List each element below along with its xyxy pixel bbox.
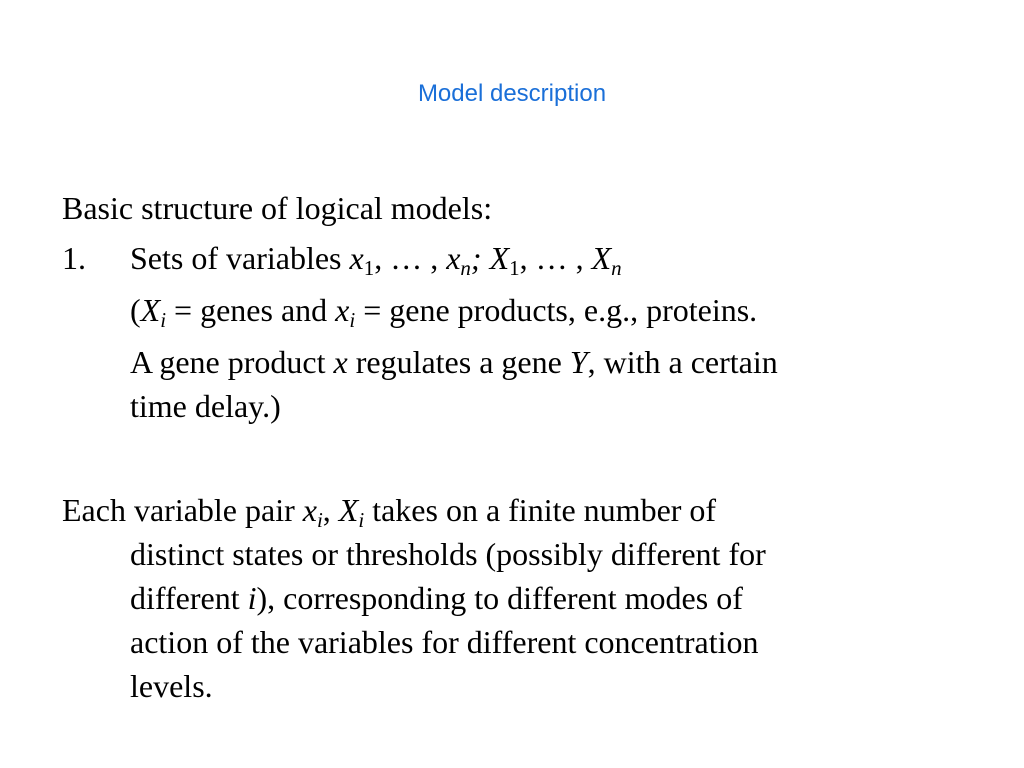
paragraph-line-2: distinct states or thresholds (possibly different for [130, 536, 766, 572]
paragraph-line-5: levels. [130, 668, 213, 704]
list-item-line-2: ($X_i$ = genes and $x_i$ = gene products, e.g., proteins. [130, 292, 758, 332]
slide-body [62, 186, 962, 706]
paragraph-line-1: Each variable pair $x_i$, $X_i$ takes on a finite number of [62, 492, 717, 532]
list-number: 1. [62, 240, 86, 276]
list-item-line-4: time delay.) [130, 388, 281, 424]
paragraph-line-4: action of the variables for different concentration [130, 624, 759, 660]
slide-title: Model description [417, 80, 607, 107]
paragraph-line-3: different i), corresponding to different modes of [130, 580, 743, 616]
list-item-line-3: A gene product x regulates a gene Y, with a certain [130, 344, 778, 380]
list-item-line-1: Sets of variables $x_1$, … , $x_n$; $X_1$, … , $X_n$ [130, 240, 622, 280]
section-heading: Basic structure of logical models: [62, 190, 493, 226]
